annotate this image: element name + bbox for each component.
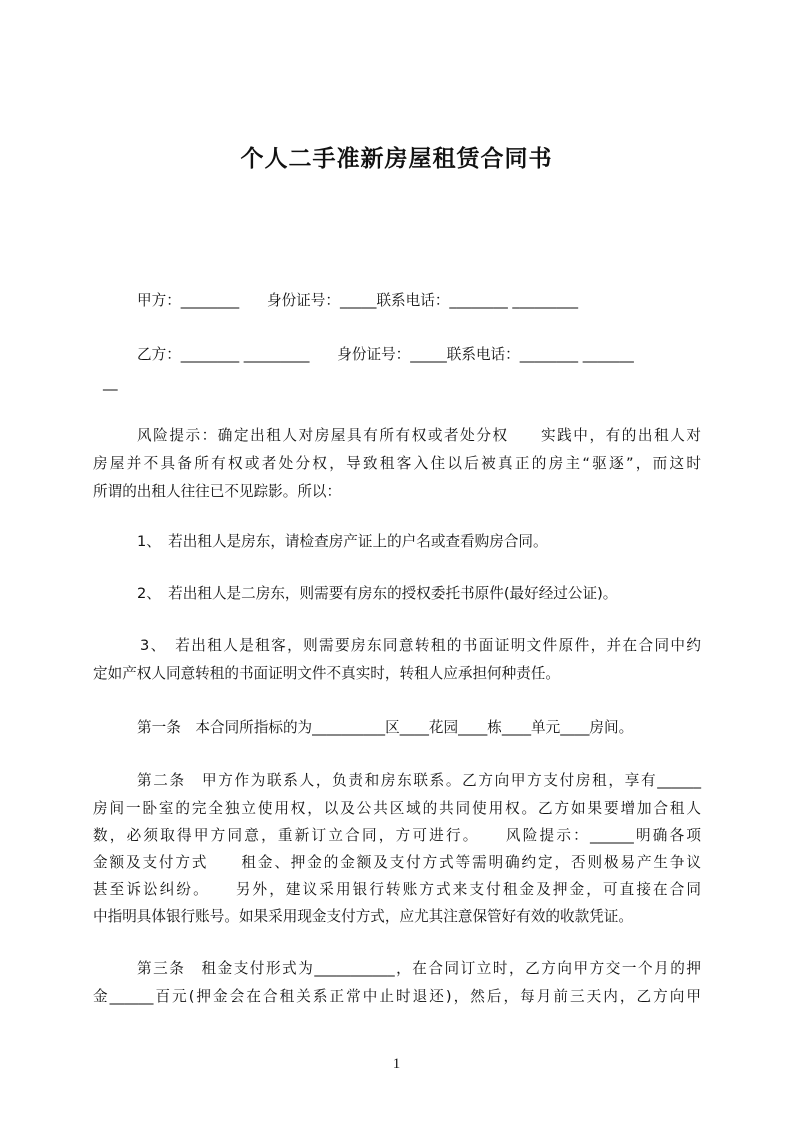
list-item-1: 1、 若出租人是房东，请检查房产证上的户名或查看购房合同。 xyxy=(137,533,548,550)
list-item-2: 2、 若出租人是二房东，则需要有房东的授权委托书原件(最好经过公证)。 xyxy=(137,585,618,602)
party-b-line: 乙方：________ _________ 身份证号：_____联系电话：________ _______ xyxy=(137,346,634,363)
risk-intro-line: 风险提示：确定出租人对房屋具有所有权或者处分权 实践中，有的出租人对 xyxy=(137,427,701,444)
list-item-3-line: 定如产权人同意转租的书面证明文件不真实时，转租人应承担何种责任。 xyxy=(93,665,561,682)
article-2-line: 甚至诉讼纠纷。 另外，建议采用银行转账方式来支付租金及押金，可直接在合同 xyxy=(93,881,701,898)
page-number: 1 xyxy=(392,1056,401,1072)
risk-intro-line: 房屋并不具备所有权或者处分权，导致租客入住以后被真正的房主“驱逐”，而这时 xyxy=(93,455,701,472)
article-2-line: 金额及支付方式 租金、押金的金额及支付方式等需明确约定，否则极易产生争议 xyxy=(93,854,701,871)
list-item-3-line: 3、 若出租人是租客，则需要房东同意转租的书面证明文件原件，并在合同中约 xyxy=(140,637,701,654)
article-2-line: 中指明具体银行账号。如果采用现金支付方式，应尤其注意保管好有效的收款凭证。 xyxy=(93,908,633,925)
party-b-line-continued: __ xyxy=(103,374,118,391)
party-a-line: 甲方：________ 身份证号：_____联系电话：________ _________ xyxy=(137,292,579,309)
article-3-line: 金______百元(押金会在合租关系正常中止时退还)，然后，每月前三天内，乙方向甲 xyxy=(93,988,701,1005)
article-2-line: 第二条 甲方作为联系人，负责和房东联系。乙方向甲方支付房租，享有______ xyxy=(137,772,701,789)
article-1: 第一条 本合同所指标的为__________区____花园____栋____单元____房间。 xyxy=(137,719,634,736)
article-3-line: 第三条 租金支付形式为___________，在合同订立时，乙方向甲方交一个月的押 xyxy=(137,960,701,977)
article-2-line: 房间一卧室的完全独立使用权，以及公共区域的共同使用权。乙方如果要增加合租人 xyxy=(93,800,701,817)
page-title: 个人二手准新房屋租赁合同书 xyxy=(240,146,553,172)
risk-intro-line: 所谓的出租人往往已不见踪影。所以： xyxy=(93,483,342,500)
article-2-line: 数，必须取得甲方同意，重新订立合同，方可进行。 风险提示：______明确各项 xyxy=(93,827,701,844)
